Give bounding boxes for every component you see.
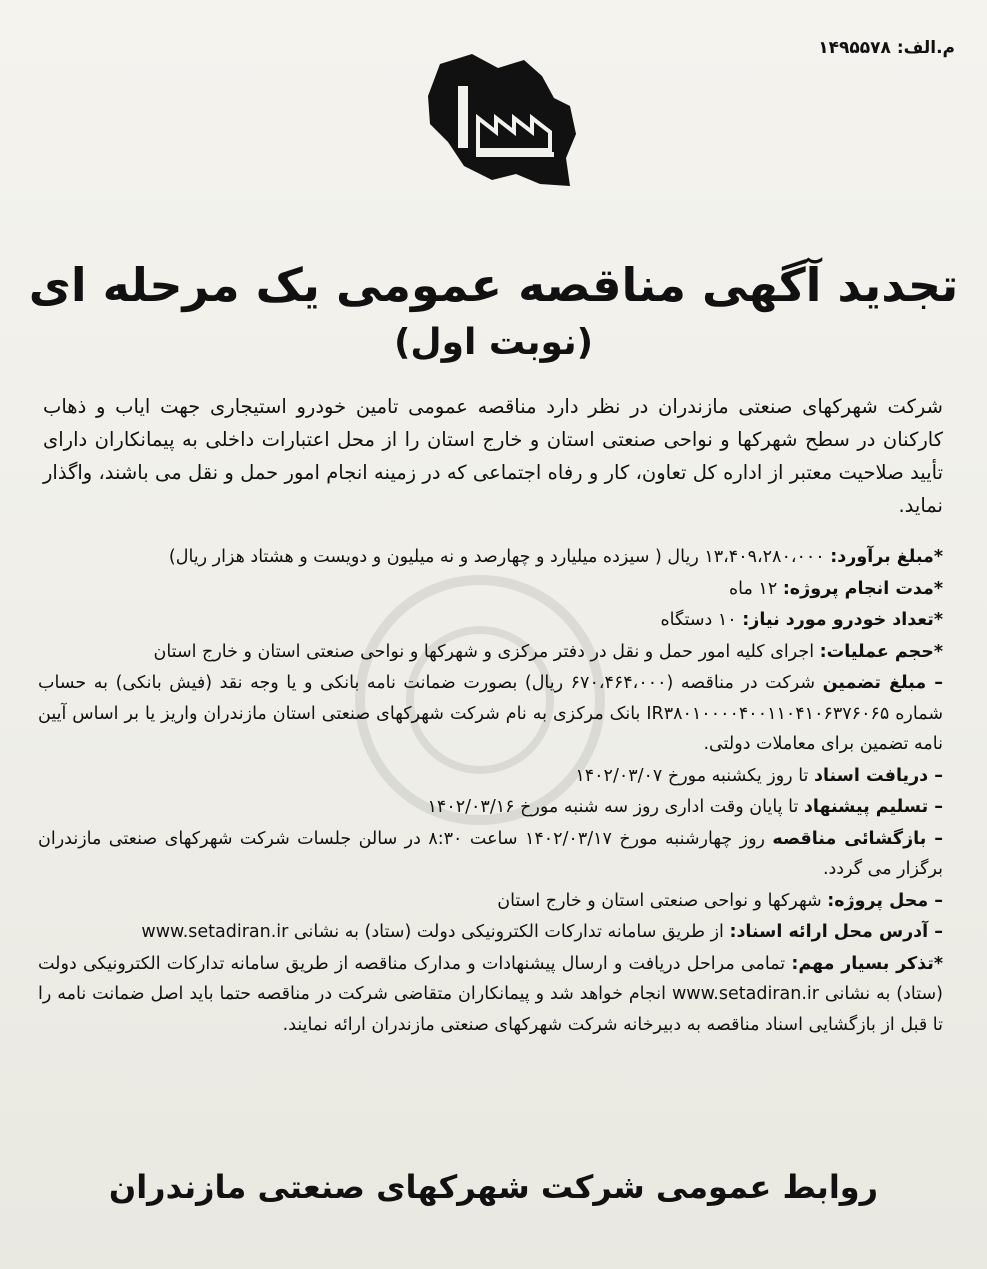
notice-subtitle: (نوبت اول): [393, 322, 594, 363]
iran-map-factory-icon: [420, 46, 580, 196]
item-document-receipt: – دریافت اسناد تا روز یکشنبه مورخ ۱۴۰۲/۰۳/۰۷: [575, 765, 943, 786]
item-project-location: – محل پروژه: شهرکها و نواحی صنعتی استان و خارج استان: [497, 890, 943, 911]
item-scope: *حجم عملیات: اجرای کلیه امور حمل و نقل در دفتر مرکزی و شهرکها و نواحی صنعتی استان و خارج استان: [153, 641, 943, 662]
item-opening: – بازگشائی مناقصه روز چهارشنبه مورخ ۱۴۰۲/۰۳/۱۷ ساعت ۸:۳۰ در سالن جلسات شرکت شهرکهای صنعتی مازندران برگزار می گردد.: [38, 828, 943, 879]
notice-title: تجدید آگهی مناقصه عمومی یک مرحله ای: [28, 258, 959, 312]
item-estimated-amount: *مبلغ برآورد: ۱۳،۴۰۹،۲۸۰،۰۰۰ ریال ( سیزده میلیارد و چهارصد و نه میلیون و دویست و هشتاد هزار ریال): [168, 547, 943, 567]
item-important-note: *تذکر بسیار مهم: تمامی مراحل دریافت و ارسال پیشنهادات و مدارک مناقصه از طریق سامانه تدارکات الکترونیکی دولت (ستاد) به نشانی www.setadiran.ir انجام خواهد شد و پیمانکاران متقاضی شرکت در مناقصه حتما باید اصل ضمانت نامه را تا قبل از بازگشایی اسناد مناقصه به دبیرخانه شرکت شهرکهای صنعتی مازندران ارائه نمایند.: [38, 953, 943, 1035]
item-document-address: – آدرس محل ارائه اسناد: از طریق سامانه تدارکات الکترونیکی دولت (ستاد) به نشانی www.setadiran.ir: [141, 922, 943, 942]
item-project-duration: *مدت انجام پروژه: ۱۲ ماه: [728, 578, 943, 599]
ad-number: م.الف: ۱۴۹۵۵۷۸: [818, 38, 955, 58]
item-guarantee: – مبلغ تضمین شرکت در مناقصه (۶۷۰،۴۶۴،۰۰۰ ریال) بصورت ضمانت نامه بانکی و یا وجه نقد (فیش بانکی) به حساب شماره IR۳۸۰۱۰۰۰۰۴۰۰۱۱۰۴۱۰۶۳۷۶۰۶۵ بانک مرکزی به نام شرکت شهرکهای صنعتی استان مازندران واریز یا بر اساس آیین نامه تضمین برای معاملات دولتی.: [38, 673, 943, 754]
item-vehicle-count: *تعداد خودرو مورد نیاز: ۱۰ دستگاه: [660, 610, 943, 630]
notice-intro: شرکت شهرکهای صنعتی مازندران در نظر دارد مناقصه عمومی تامین خودرو استیجاری جهت ایاب و ذهاب کارکنان در سطح شهرکها و نواحی صنعتی استان و خارج استان را از محل اعتبارات داخلی به پیمانکاران دارای تأیید صلاحیت معتبر از اداره کل تعاون، کار و رفاه اجتماعی که در زمینه انجام امور حمل و نقل می باشند، واگذار نماید.: [43, 395, 943, 517]
notice-items: [38, 542, 943, 1041]
notice-footer: روابط عمومی شرکت شهرکهای صنعتی مازندران: [108, 1168, 879, 1206]
item-proposal-submission: – تسلیم پیشنهاد تا پایان وقت اداری روز سه شنبه مورخ ۱۴۰۲/۰۳/۱۶: [427, 797, 943, 817]
